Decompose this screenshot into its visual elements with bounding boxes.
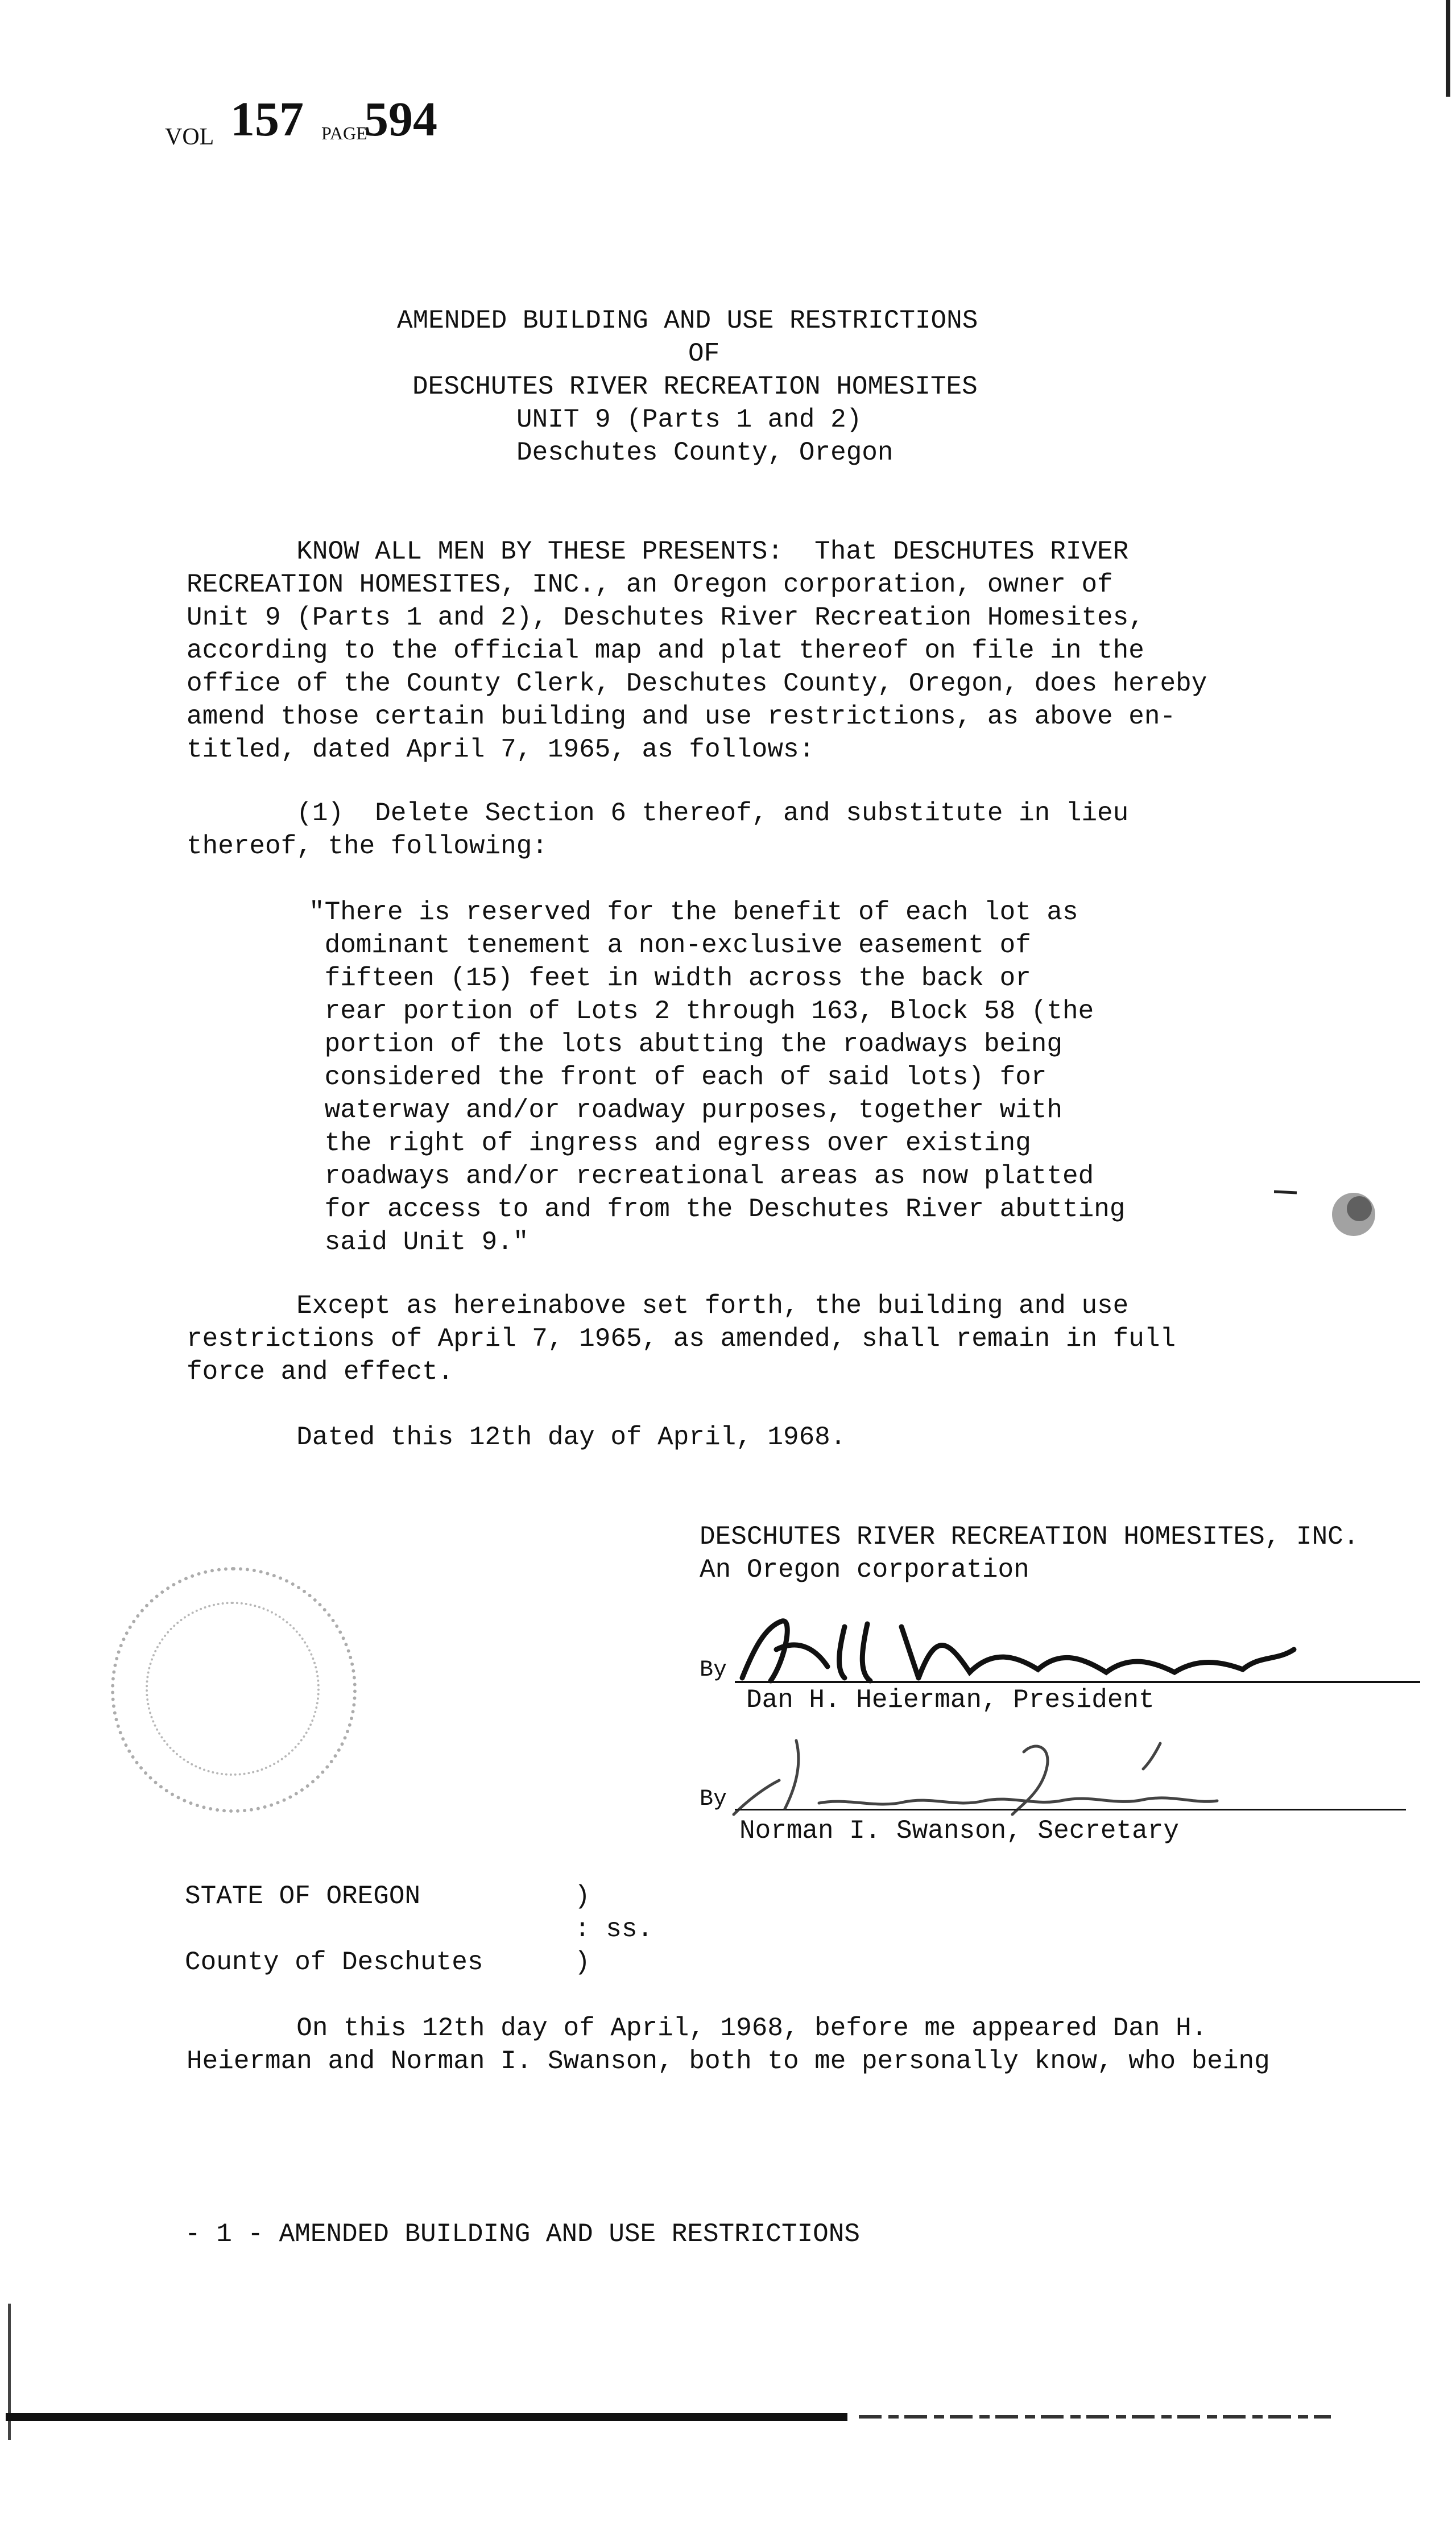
page-footer: - 1 - AMENDED BUILDING AND USE RESTRICTIONS xyxy=(185,2219,860,2249)
company-type: An Oregon corporation xyxy=(700,1555,1029,1585)
title-line: Deschutes County, Oregon xyxy=(516,438,894,468)
venue-paren: ) xyxy=(574,1882,590,1911)
corporate-seal-inner-ring xyxy=(146,1602,320,1776)
text-line: for access to and from the Deschutes River abutting xyxy=(309,1194,1126,1224)
text-line: Except as hereinabove set forth, the building and use xyxy=(187,1291,1129,1321)
text-line: considered the front of each of said lots) for xyxy=(309,1063,1047,1092)
text-line: office of the County Clerk, Deschutes County, Oregon, does hereby xyxy=(187,669,1207,698)
text-line: said Unit 9." xyxy=(309,1227,529,1257)
text-line: restrictions of April 7, 1965, as amended, shall remain in full xyxy=(187,1324,1176,1354)
text-line: the right of ingress and egress over existing xyxy=(309,1128,1031,1158)
text-line: fifteen (15) feet in width across the back or xyxy=(309,964,1031,993)
signer-1-name-title: Dan H. Heierman, President xyxy=(746,1685,1155,1715)
text-line: RECREATION HOMESITES, INC., an Oregon corporation, owner of xyxy=(187,570,1113,600)
signer-2-name-title: Norman I. Swanson, Secretary xyxy=(739,1816,1179,1846)
text-line: according to the official map and plat thereof on file in the xyxy=(187,636,1144,665)
text-line: KNOW ALL MEN BY THESE PRESENTS: That DESCHUTES RIVER xyxy=(187,537,1129,567)
text-line: (1) Delete Section 6 thereof, and substitute in lieu xyxy=(187,799,1129,828)
text-line: force and effect. xyxy=(187,1357,454,1387)
venue-state: STATE OF OREGON xyxy=(185,1882,421,1911)
title-line: OF xyxy=(688,339,720,369)
venue-county: County of Deschutes xyxy=(185,1948,483,1977)
vol-number: 157 xyxy=(230,92,304,146)
text-line: dominant tenement a non-exclusive easement of xyxy=(309,931,1031,960)
page-number: 594 xyxy=(364,92,437,146)
text-line: On this 12th day of April, 1968, before me appeared Dan H. xyxy=(187,2014,1207,2043)
text-line: portion of the lots abutting the roadways being xyxy=(309,1030,1063,1059)
text-line: Unit 9 (Parts 1 and 2), Deschutes River Recreation Homesites, xyxy=(187,603,1144,632)
title-line: AMENDED BUILDING AND USE RESTRICTIONS xyxy=(397,306,978,336)
text-line: amend those certain building and use restrictions, as above en- xyxy=(187,702,1176,731)
vol-label: VOL xyxy=(165,124,214,150)
handwritten-signature-swanson xyxy=(717,1729,1342,1826)
by-label: By xyxy=(700,1657,727,1683)
text-line: rear portion of Lots 2 through 163, Block 58 (the xyxy=(309,997,1094,1026)
page-label: PAGE xyxy=(321,123,367,143)
handwritten-signature-heierman xyxy=(731,1615,1311,1689)
company-name: DESCHUTES RIVER RECREATION HOMESITES, INC. xyxy=(700,1522,1359,1552)
text-line: "There is reserved for the benefit of each lot as xyxy=(309,898,1078,927)
text-line: roadways and/or recreational areas as now platted xyxy=(309,1161,1094,1191)
title-line: DESCHUTES RIVER RECREATION HOMESITES xyxy=(412,372,978,402)
corporate-seal xyxy=(111,1567,357,1813)
scan-edge-bar xyxy=(6,2411,1393,2423)
venue-ss: : ss. xyxy=(574,1915,653,1944)
edge-mark xyxy=(1446,0,1450,97)
by-label: By xyxy=(700,1787,727,1812)
text-line: thereof, the following: xyxy=(187,832,548,861)
text-line: Heierman and Norman I. Swanson, both to me personally know, who being xyxy=(187,2047,1270,2076)
text-line: waterway and/or roadway purposes, together with xyxy=(309,1095,1063,1125)
dated-line: Dated this 12th day of April, 1968. xyxy=(187,1423,846,1452)
venue-paren: ) xyxy=(574,1948,590,1977)
text-line: titled, dated April 7, 1965, as follows: xyxy=(187,735,815,764)
ink-smudge xyxy=(1274,1175,1382,1254)
title-line: UNIT 9 (Parts 1 and 2) xyxy=(516,405,862,435)
